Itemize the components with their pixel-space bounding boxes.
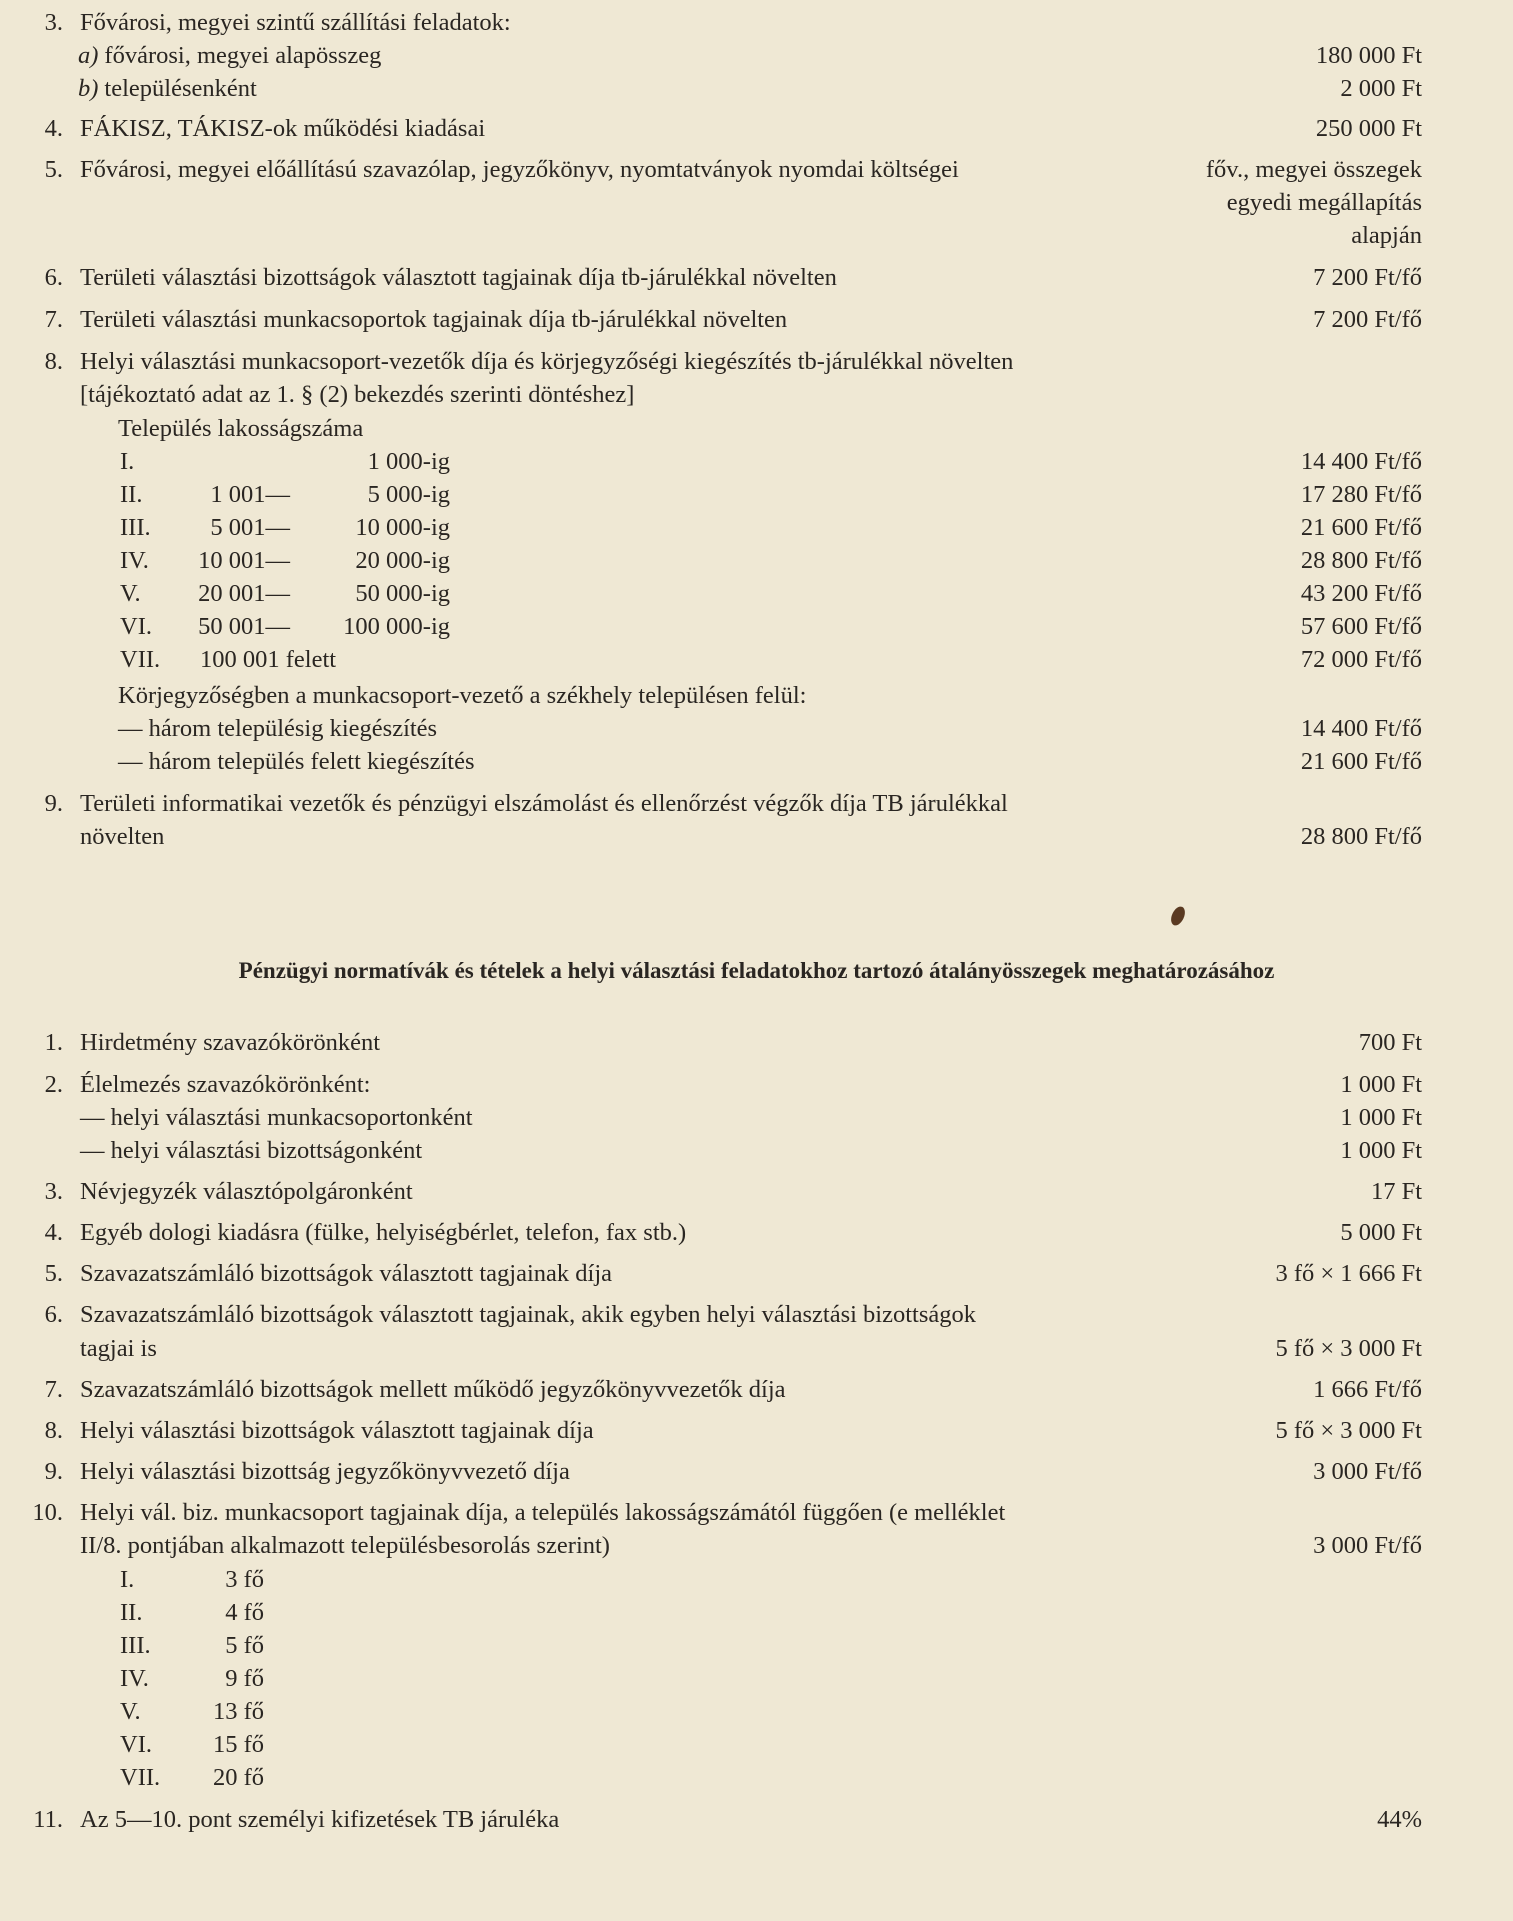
item-number: 2. <box>44 1071 63 1098</box>
item-text: Helyi választási bizottságok választott tagjainak díja <box>80 1417 594 1444</box>
item-text: Területi választási bizottságok választott tagjainak díja tb-járulékkal növelten <box>80 264 837 291</box>
amount: 14 400 Ft/fő <box>1300 715 1422 742</box>
population-row <box>0 447 1513 477</box>
amount: 3 000 Ft/fő <box>1313 1458 1422 1485</box>
amount: 7 200 Ft/fő <box>1313 264 1422 291</box>
item-number: 9. <box>44 1458 63 1485</box>
item-number: 7. <box>44 306 63 333</box>
lower-item <box>0 1300 1513 1330</box>
population-subheading <box>0 414 1513 444</box>
item-text: Egyéb dologi kiadásra (fülke, helyiségbérlet, telefon, fax stb.) <box>80 1219 687 1246</box>
item-4 <box>0 114 1513 144</box>
sub-letter: a) <box>78 42 99 69</box>
item-number: 9. <box>44 790 63 817</box>
item-text: Területi informatikai vezetők és pénzügyi elszámolást és ellenőrzést végzők díja TB járulékkal <box>80 790 1008 817</box>
amount-line: főv., megyei összegek <box>1205 156 1422 183</box>
lower-item <box>0 1259 1513 1289</box>
sub-text: fővárosi, megyei alapösszeg <box>104 42 382 69</box>
range-to: 5 000-ig <box>367 481 450 508</box>
amount: 28 800 Ft/fő <box>1300 547 1422 574</box>
range-from: 5 001— <box>210 514 290 541</box>
population-row <box>0 612 1513 642</box>
amount: 17 Ft <box>1370 1178 1422 1205</box>
lower-item <box>0 1070 1513 1100</box>
amount: 3 fő × 1 666 Ft <box>1275 1260 1422 1287</box>
extra-text: — három településig kiegészítés <box>118 715 438 742</box>
member-count: 20 fő <box>212 1764 264 1791</box>
item-number: 8. <box>44 1417 63 1444</box>
korjegyzoseg-note <box>0 681 1513 711</box>
item-5 <box>0 155 1513 185</box>
item-text: Szavazatszámláló bizottságok választott tagjainak, akik egyben helyi választási bizottságok <box>80 1301 976 1328</box>
range-from: 50 001— <box>198 613 290 640</box>
item-text: Fővárosi, megyei előállítású szavazólap, jegyzőkönyv, nyomtatványok nyomdai költségei <box>80 156 959 183</box>
amount: 2 000 Ft <box>1340 75 1422 102</box>
amount: 7 200 Ft/fő <box>1313 306 1422 333</box>
amount: 44% <box>1377 1806 1422 1833</box>
amount: 72 000 Ft/fő <box>1300 646 1422 673</box>
category-row <box>0 1565 1513 1595</box>
population-row <box>0 546 1513 576</box>
lower-item <box>0 1416 1513 1446</box>
population-row <box>0 579 1513 609</box>
ink-speck <box>1168 904 1187 927</box>
item-3b <box>0 74 1513 104</box>
category-row <box>0 1598 1513 1628</box>
item-number: 5. <box>44 1260 63 1287</box>
item-8-line-2 <box>0 380 1513 410</box>
item-9-line-2 <box>0 822 1513 852</box>
item-text: — helyi választási bizottságonként <box>80 1137 423 1164</box>
extra-row <box>0 714 1513 744</box>
amount: 1 000 Ft <box>1340 1071 1422 1098</box>
amount: 700 Ft <box>1358 1029 1422 1056</box>
range-to: 1 000-ig <box>367 448 450 475</box>
item-text: Helyi választási bizottság jegyzőkönyvvezető díja <box>80 1458 570 1485</box>
amount: 57 600 Ft/fő <box>1300 613 1422 640</box>
item-9 <box>0 789 1513 819</box>
roman-numeral: VI. <box>120 1731 152 1758</box>
amount: 1 000 Ft <box>1340 1137 1422 1164</box>
lower-item <box>0 1531 1513 1561</box>
amount: 1 666 Ft/fő <box>1313 1376 1422 1403</box>
sub-text: településenként <box>104 75 257 102</box>
roman-numeral: I. <box>120 448 135 475</box>
lower-item <box>0 1103 1513 1133</box>
item-5-amount-2 <box>0 188 1513 218</box>
roman-numeral: V. <box>120 1698 141 1725</box>
roman-numeral: VI. <box>120 613 152 640</box>
range-to: 20 000-ig <box>355 547 450 574</box>
roman-numeral: V. <box>120 580 141 607</box>
amount: 28 800 Ft/fő <box>1300 823 1422 850</box>
item-3a <box>0 41 1513 71</box>
amount: 14 400 Ft/fő <box>1300 448 1422 475</box>
amount: 17 280 Ft/fő <box>1300 481 1422 508</box>
item-text: Élelmezés szavazókörönként: <box>80 1071 371 1098</box>
category-row <box>0 1730 1513 1760</box>
range-from: 1 001— <box>210 481 290 508</box>
amount: 43 200 Ft/fő <box>1300 580 1422 607</box>
category-row <box>0 1664 1513 1694</box>
lower-item <box>0 1136 1513 1166</box>
population-row <box>0 513 1513 543</box>
item-text: Szavazatszámláló bizottságok választott tagjainak díja <box>80 1260 613 1287</box>
amount: 21 600 Ft/fő <box>1300 514 1422 541</box>
item-11 <box>0 1805 1513 1835</box>
amount: 250 000 Ft <box>1315 115 1422 142</box>
member-count: 4 fő <box>225 1599 264 1626</box>
roman-numeral: I. <box>120 1566 135 1593</box>
item-text: Fővárosi, megyei szintű szállítási feladatok: <box>80 9 511 36</box>
item-text: II/8. pontjában alkalmazott településbesorolás szerint) <box>80 1532 610 1559</box>
lower-item <box>0 1334 1513 1364</box>
note-text: Körjegyzőségben a munkacsoport-vezető a székhely településen felül: <box>118 682 807 709</box>
amount: 5 fő × 3 000 Ft <box>1275 1417 1422 1444</box>
lower-item <box>0 1375 1513 1405</box>
range-from: 100 001 felett <box>200 646 337 673</box>
category-row <box>0 1697 1513 1727</box>
item-number: 7. <box>44 1376 63 1403</box>
lower-item <box>0 1177 1513 1207</box>
item-text: Szavazatszámláló bizottságok mellett működő jegyzőkönyvvezetők díja <box>80 1376 786 1403</box>
item-text: Névjegyzék választópolgáronként <box>80 1178 413 1205</box>
member-count: 9 fő <box>225 1665 264 1692</box>
amount: 180 000 Ft <box>1315 42 1422 69</box>
population-row <box>0 645 1513 675</box>
item-number: 4. <box>44 115 63 142</box>
roman-numeral: II. <box>120 481 143 508</box>
item-text: tagjai is <box>80 1335 157 1362</box>
item-7 <box>0 305 1513 335</box>
lower-item <box>0 1028 1513 1058</box>
member-count: 3 fő <box>225 1566 264 1593</box>
extra-text: — három település felett kiegészítés <box>118 748 475 775</box>
item-number: 1. <box>44 1029 63 1056</box>
population-row <box>0 480 1513 510</box>
amount: 5 fő × 3 000 Ft <box>1275 1335 1422 1362</box>
amount: 1 000 Ft <box>1340 1104 1422 1131</box>
member-count: 13 fő <box>212 1698 264 1725</box>
amount: 3 000 Ft/fő <box>1313 1532 1422 1559</box>
item-number: 11. <box>33 1806 63 1833</box>
sub-letter: b) <box>78 75 99 102</box>
item-text: Helyi vál. biz. munkacsoport tagjainak díja, a település lakosságszámától függően (e melléklet <box>80 1499 1006 1526</box>
roman-numeral: IV. <box>120 547 149 574</box>
lower-item <box>0 1218 1513 1248</box>
item-8 <box>0 347 1513 377</box>
roman-numeral: IV. <box>120 1665 149 1692</box>
range-to: 50 000-ig <box>355 580 450 607</box>
item-5-amount-3 <box>0 221 1513 251</box>
extra-row <box>0 747 1513 777</box>
amount: 21 600 Ft/fő <box>1300 748 1422 775</box>
category-row <box>0 1763 1513 1793</box>
item-number: 5. <box>44 156 63 183</box>
member-count: 15 fő <box>212 1731 264 1758</box>
subheading: Település lakosságszáma <box>118 415 364 442</box>
range-to: 10 000-ig <box>355 514 450 541</box>
item-number: 8. <box>44 348 63 375</box>
roman-numeral: VII. <box>120 646 161 673</box>
item-text: [tájékoztató adat az 1. § (2) bekezdés szerinti döntéshez] <box>80 381 635 408</box>
roman-numeral: VII. <box>120 1764 161 1791</box>
section-heading: Pénzügyi normatívák és tételek a helyi választási feladatokhoz tartozó átalányösszegek meghatározásához <box>238 958 1275 983</box>
amount-line: egyedi megállapítás <box>1226 189 1422 216</box>
item-number: 6. <box>44 264 63 291</box>
lower-item <box>0 1498 1513 1528</box>
item-text: növelten <box>80 823 165 850</box>
item-text: FÁKISZ, TÁKISZ-ok működési kiadásai <box>80 115 486 142</box>
roman-numeral: III. <box>120 514 151 541</box>
item-text: — helyi választási munkacsoportonként <box>80 1104 473 1131</box>
category-row <box>0 1631 1513 1661</box>
item-number: 10. <box>32 1499 63 1526</box>
member-count: 5 fő <box>225 1632 264 1659</box>
amount-line: alapján <box>1351 222 1422 249</box>
roman-numeral: III. <box>120 1632 151 1659</box>
item-number: 3. <box>44 1178 63 1205</box>
amount: 5 000 Ft <box>1340 1219 1422 1246</box>
roman-numeral: II. <box>120 1599 143 1626</box>
item-number: 3. <box>44 9 63 36</box>
item-text: Hirdetmény szavazókörönként <box>80 1029 381 1056</box>
lower-item <box>0 1457 1513 1487</box>
item-number: 6. <box>44 1301 63 1328</box>
item-number: 4. <box>44 1219 63 1246</box>
item-6 <box>0 263 1513 293</box>
item-text: Az 5—10. pont személyi kifizetések TB járuléka <box>80 1806 560 1833</box>
item-3 <box>0 8 1513 38</box>
range-from: 10 001— <box>198 547 290 574</box>
range-from: 20 001— <box>198 580 290 607</box>
item-text: Területi választási munkacsoportok tagjainak díja tb-járulékkal növelten <box>80 306 788 333</box>
range-to: 100 000-ig <box>343 613 450 640</box>
item-text: Helyi választási munkacsoport-vezetők díja és körjegyzőségi kiegészítés tb-járulékkal növelten <box>80 348 1014 375</box>
